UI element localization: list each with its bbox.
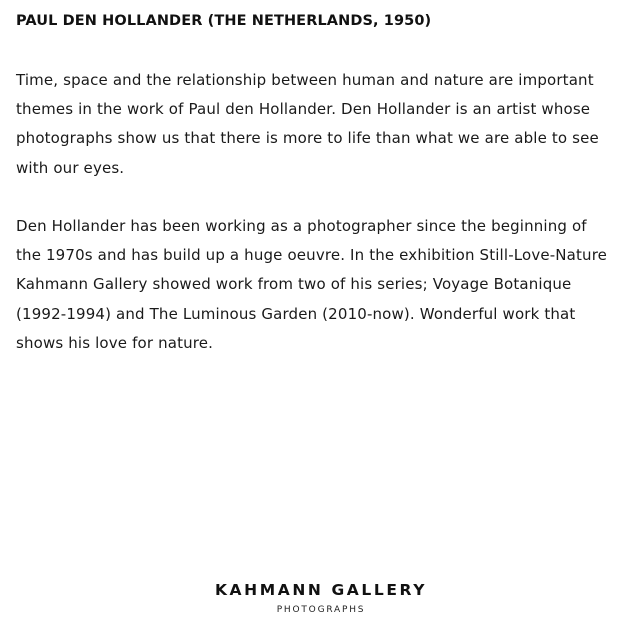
gallery-logo[interactable] — [0, 580, 640, 616]
gallery-logo-subtitle: PHOTOGRAPHS — [276, 605, 366, 615]
artist-heading: PAUL DEN HOLLANDER (THE NETHERLANDS, 1950) — [16, 13, 432, 29]
bio-paragraph-1: Time, space and the relationship between human and nature are important themes in the work of Paul den Hollander. Den Hollander is an artist whose photographs show us that there is more to life than what we are able to see with our eyes. — [16, 71, 599, 177]
bio-paragraph-2: Den Hollander has been working as a photographer since the beginning of the 1970s and has build up a huge oeuvre. In the exhibition Still-Love-Nature Kahmann Gallery showed work from two of his series; Voyage Botanique (1992-1994) and The Luminous Garden (2010-now). Wonderful work that shows his love for nature. — [16, 217, 608, 352]
gallery-logo-name: KAHMANN GALLERY — [214, 581, 428, 599]
